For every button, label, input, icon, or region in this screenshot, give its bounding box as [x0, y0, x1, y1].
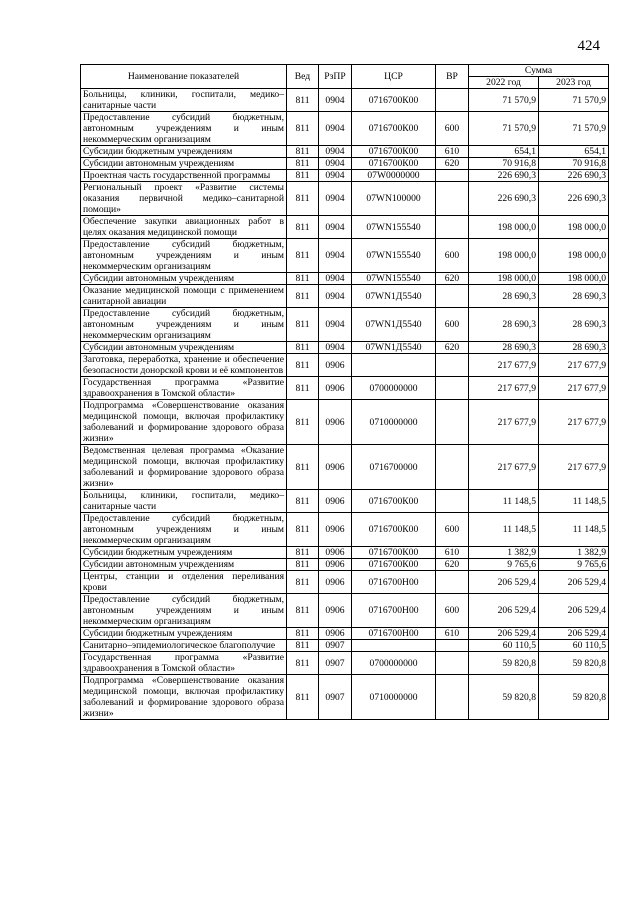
row-vr: 600 [436, 513, 469, 547]
row-ved: 811 [287, 285, 319, 308]
row-rzpr: 0907 [319, 675, 352, 720]
table-row [81, 513, 609, 547]
row-csr: 0716700000 [352, 445, 436, 490]
row-name: Санитарно–эпидемиологическое благополучие [81, 640, 287, 652]
row-amount-2022: 198 000,0 [469, 216, 539, 239]
row-csr: 0716700Н00 [352, 628, 436, 640]
row-amount-2022: 60 110,5 [469, 640, 539, 652]
row-amount-2022: 226 690,3 [469, 182, 539, 216]
table-row [81, 594, 609, 628]
row-vr [436, 571, 469, 594]
row-amount-2022: 70 916,8 [469, 158, 539, 170]
row-rzpr: 0904 [319, 342, 352, 354]
row-ved: 811 [287, 400, 319, 445]
row-amount-2022: 59 820,8 [469, 675, 539, 720]
row-vr: 610 [436, 146, 469, 158]
row-amount-2022: 59 820,8 [469, 652, 539, 675]
row-name: Подпрограмма «Совершенствование оказания медицинской помощи, включая профилактику заболеваний и формирование здорового образа жизни» [81, 675, 287, 720]
row-csr: 0716700К00 [352, 89, 436, 112]
row-name: Предоставление субсидий бюджетным, автономным учреждениям и иным некоммерческим организациям [81, 112, 287, 146]
row-rzpr: 0904 [319, 308, 352, 342]
header-name: Наименование показателей [81, 65, 287, 89]
row-name: Проектная часть государственной программы [81, 170, 287, 182]
row-vr: 600 [436, 239, 469, 273]
row-amount-2022: 11 148,5 [469, 513, 539, 547]
row-rzpr: 0906 [319, 490, 352, 513]
row-amount-2023: 654,1 [539, 146, 609, 158]
table-row [81, 308, 609, 342]
row-rzpr: 0906 [319, 628, 352, 640]
page-number: 424 [577, 38, 600, 54]
row-amount-2023: 206 529,4 [539, 594, 609, 628]
row-vr [436, 675, 469, 720]
row-csr: 0700000000 [352, 377, 436, 400]
row-amount-2022: 11 148,5 [469, 490, 539, 513]
row-ved: 811 [287, 594, 319, 628]
table-row [81, 490, 609, 513]
row-rzpr: 0906 [319, 571, 352, 594]
row-vr: 620 [436, 273, 469, 285]
row-ved: 811 [287, 354, 319, 377]
row-amount-2022: 198 000,0 [469, 239, 539, 273]
row-ved: 811 [287, 308, 319, 342]
row-ved: 811 [287, 170, 319, 182]
row-amount-2023: 198 000,0 [539, 239, 609, 273]
row-amount-2022: 9 765,6 [469, 559, 539, 571]
row-name: Предоставление субсидий бюджетным, автономным учреждениям и иным некоммерческим организациям [81, 594, 287, 628]
row-vr: 620 [436, 559, 469, 571]
row-amount-2022: 28 690,3 [469, 342, 539, 354]
row-amount-2023: 28 690,3 [539, 342, 609, 354]
row-amount-2023: 1 382,9 [539, 547, 609, 559]
table-row [81, 158, 609, 170]
row-vr: 600 [436, 308, 469, 342]
row-amount-2022: 206 529,4 [469, 571, 539, 594]
row-vr [436, 170, 469, 182]
row-rzpr: 0904 [319, 112, 352, 146]
row-vr [436, 182, 469, 216]
row-rzpr: 0906 [319, 559, 352, 571]
table-row [81, 547, 609, 559]
row-rzpr: 0906 [319, 445, 352, 490]
row-name: Региональный проект «Развитие системы оказания первичной медико–санитарной помощи» [81, 182, 287, 216]
row-vr: 610 [436, 628, 469, 640]
table-row [81, 628, 609, 640]
row-ved: 811 [287, 640, 319, 652]
row-amount-2022: 1 382,9 [469, 547, 539, 559]
row-ved: 811 [287, 513, 319, 547]
row-ved: 811 [287, 182, 319, 216]
row-name: Предоставление субсидий бюджетным, автономным учреждениям и иным некоммерческим организациям [81, 308, 287, 342]
row-amount-2023: 28 690,3 [539, 308, 609, 342]
row-amount-2023: 71 570,9 [539, 112, 609, 146]
row-amount-2023: 206 529,4 [539, 628, 609, 640]
row-amount-2022: 206 529,4 [469, 594, 539, 628]
header-rzpr: РзПР [319, 65, 352, 89]
row-amount-2022: 71 570,9 [469, 89, 539, 112]
table-row [81, 216, 609, 239]
row-vr [436, 490, 469, 513]
header-ved: Вед [287, 65, 319, 89]
row-rzpr: 0904 [319, 216, 352, 239]
row-amount-2022: 198 000,0 [469, 273, 539, 285]
row-vr [436, 216, 469, 239]
row-rzpr: 0904 [319, 182, 352, 216]
row-csr: 07WN155540 [352, 216, 436, 239]
row-vr [436, 89, 469, 112]
header-year-2022: 2022 год [469, 77, 539, 89]
header-sum: Сумма [469, 65, 609, 77]
row-csr: 07WN1Д5540 [352, 308, 436, 342]
row-ved: 811 [287, 377, 319, 400]
row-rzpr: 0906 [319, 400, 352, 445]
row-amount-2023: 70 916,8 [539, 158, 609, 170]
row-rzpr: 0904 [319, 273, 352, 285]
table-row [81, 377, 609, 400]
row-rzpr: 0906 [319, 377, 352, 400]
row-csr: 0700000000 [352, 652, 436, 675]
row-ved: 811 [287, 112, 319, 146]
row-name: Предоставление субсидий бюджетным, автономным учреждениям и иным некоммерческим организациям [81, 239, 287, 273]
row-csr: 0716700К00 [352, 112, 436, 146]
row-csr: 0716700Н00 [352, 571, 436, 594]
row-csr [352, 354, 436, 377]
row-csr [352, 640, 436, 652]
row-amount-2023: 71 570,9 [539, 89, 609, 112]
table-row [81, 652, 609, 675]
row-rzpr: 0904 [319, 170, 352, 182]
row-name: Обеспечение закупки авиационных работ в целях оказания медицинской помощи [81, 216, 287, 239]
row-name: Субсидии автономным учреждениям [81, 559, 287, 571]
row-ved: 811 [287, 445, 319, 490]
row-ved: 811 [287, 146, 319, 158]
header-csr: ЦСР [352, 65, 436, 89]
row-amount-2023: 9 765,6 [539, 559, 609, 571]
row-name: Больницы, клиники, госпитали, медико–санитарные части [81, 89, 287, 112]
row-vr [436, 445, 469, 490]
row-amount-2022: 28 690,3 [469, 308, 539, 342]
row-name: Государственная программа «Развитие здравоохранения в Томской области» [81, 652, 287, 675]
table-row [81, 571, 609, 594]
table-row [81, 170, 609, 182]
table-row [81, 182, 609, 216]
row-ved: 811 [287, 342, 319, 354]
row-ved: 811 [287, 547, 319, 559]
row-vr: 620 [436, 158, 469, 170]
row-amount-2023: 217 677,9 [539, 377, 609, 400]
row-amount-2023: 198 000,0 [539, 273, 609, 285]
row-rzpr: 0904 [319, 146, 352, 158]
table-row [81, 559, 609, 571]
row-csr: 0716700К00 [352, 547, 436, 559]
row-amount-2023: 11 148,5 [539, 490, 609, 513]
row-name: Центры, станции и отделения переливания крови [81, 571, 287, 594]
row-rzpr: 0904 [319, 239, 352, 273]
row-csr: 0710000000 [352, 400, 436, 445]
row-name: Субсидии автономным учреждениям [81, 158, 287, 170]
row-name: Заготовка, переработка, хранение и обеспечение безопасности донорской крови и её компонентов [81, 354, 287, 377]
row-amount-2023: 226 690,3 [539, 182, 609, 216]
row-csr: 0716700Н00 [352, 594, 436, 628]
table-row [81, 640, 609, 652]
row-amount-2022: 226 690,3 [469, 170, 539, 182]
row-vr: 620 [436, 342, 469, 354]
row-ved: 811 [287, 273, 319, 285]
row-name: Подпрограмма «Совершенствование оказания медицинской помощи, включая профилактику заболеваний и формирование здорового образа жизни» [81, 400, 287, 445]
header-vr: ВР [436, 65, 469, 89]
table-row [81, 273, 609, 285]
row-ved: 811 [287, 239, 319, 273]
row-name: Субсидии бюджетным учреждениям [81, 628, 287, 640]
row-vr [436, 285, 469, 308]
table-row [81, 146, 609, 158]
row-rzpr: 0904 [319, 89, 352, 112]
row-amount-2022: 217 677,9 [469, 445, 539, 490]
row-rzpr: 0904 [319, 285, 352, 308]
row-amount-2023: 217 677,9 [539, 354, 609, 377]
row-csr: 0710000000 [352, 675, 436, 720]
table-row [81, 342, 609, 354]
header-year-2023: 2023 год [539, 77, 609, 89]
row-amount-2023: 217 677,9 [539, 400, 609, 445]
row-csr: 07WN100000 [352, 182, 436, 216]
table-row [81, 285, 609, 308]
row-amount-2023: 59 820,8 [539, 652, 609, 675]
row-rzpr: 0904 [319, 158, 352, 170]
row-name: Субсидии автономным учреждениям [81, 273, 287, 285]
table-row [81, 445, 609, 490]
row-ved: 811 [287, 216, 319, 239]
row-amount-2023: 60 110,5 [539, 640, 609, 652]
row-csr: 0716700К00 [352, 559, 436, 571]
row-csr: 0716700К00 [352, 513, 436, 547]
row-vr: 600 [436, 594, 469, 628]
row-vr: 600 [436, 112, 469, 146]
row-vr [436, 640, 469, 652]
row-amount-2022: 654,1 [469, 146, 539, 158]
row-name: Предоставление субсидий бюджетным, автономным учреждениям и иным некоммерческим организациям [81, 513, 287, 547]
row-amount-2023: 11 148,5 [539, 513, 609, 547]
row-ved: 811 [287, 571, 319, 594]
row-amount-2022: 217 677,9 [469, 400, 539, 445]
row-vr [436, 354, 469, 377]
row-amount-2023: 198 000,0 [539, 216, 609, 239]
row-csr: 0716700К00 [352, 490, 436, 513]
row-ved: 811 [287, 490, 319, 513]
table-row [81, 239, 609, 273]
row-ved: 811 [287, 628, 319, 640]
row-name: Оказание медицинской помощи с применением санитарной авиации [81, 285, 287, 308]
row-amount-2022: 217 677,9 [469, 354, 539, 377]
row-amount-2023: 59 820,8 [539, 675, 609, 720]
row-csr: 07WN155540 [352, 239, 436, 273]
table-row [81, 112, 609, 146]
table-row [81, 354, 609, 377]
row-rzpr: 0906 [319, 547, 352, 559]
row-amount-2022: 71 570,9 [469, 112, 539, 146]
row-ved: 811 [287, 89, 319, 112]
row-amount-2023: 226 690,3 [539, 170, 609, 182]
row-csr: 07WN155540 [352, 273, 436, 285]
row-vr [436, 377, 469, 400]
row-rzpr: 0906 [319, 354, 352, 377]
row-name: Больницы, клиники, госпитали, медико–санитарные части [81, 490, 287, 513]
row-name: Субсидии бюджетным учреждениям [81, 547, 287, 559]
row-csr: 07WN1Д5540 [352, 285, 436, 308]
table-row [81, 89, 609, 112]
row-csr: 0716700К00 [352, 146, 436, 158]
row-amount-2022: 217 677,9 [469, 377, 539, 400]
table-row [81, 400, 609, 445]
row-amount-2022: 28 690,3 [469, 285, 539, 308]
row-rzpr: 0906 [319, 513, 352, 547]
row-csr: 0716700К00 [352, 158, 436, 170]
row-rzpr: 0907 [319, 640, 352, 652]
row-ved: 811 [287, 675, 319, 720]
row-vr [436, 400, 469, 445]
row-name: Государственная программа «Развитие здравоохранения в Томской области» [81, 377, 287, 400]
row-csr: 07W0000000 [352, 170, 436, 182]
row-amount-2023: 206 529,4 [539, 571, 609, 594]
row-ved: 811 [287, 559, 319, 571]
row-amount-2023: 217 677,9 [539, 445, 609, 490]
table-row [81, 675, 609, 720]
row-rzpr: 0906 [319, 594, 352, 628]
row-amount-2022: 206 529,4 [469, 628, 539, 640]
row-name: Субсидии бюджетным учреждениям [81, 146, 287, 158]
row-vr [436, 652, 469, 675]
row-ved: 811 [287, 158, 319, 170]
row-ved: 811 [287, 652, 319, 675]
row-name: Ведомственная целевая программа «Оказание медицинской помощи, включая профилактику заболеваний и формирование здорового образа жизни» [81, 445, 287, 490]
row-name: Субсидии автономным учреждениям [81, 342, 287, 354]
row-csr: 07WN1Д5540 [352, 342, 436, 354]
row-rzpr: 0907 [319, 652, 352, 675]
budget-table [80, 64, 609, 720]
row-vr: 610 [436, 547, 469, 559]
row-amount-2023: 28 690,3 [539, 285, 609, 308]
